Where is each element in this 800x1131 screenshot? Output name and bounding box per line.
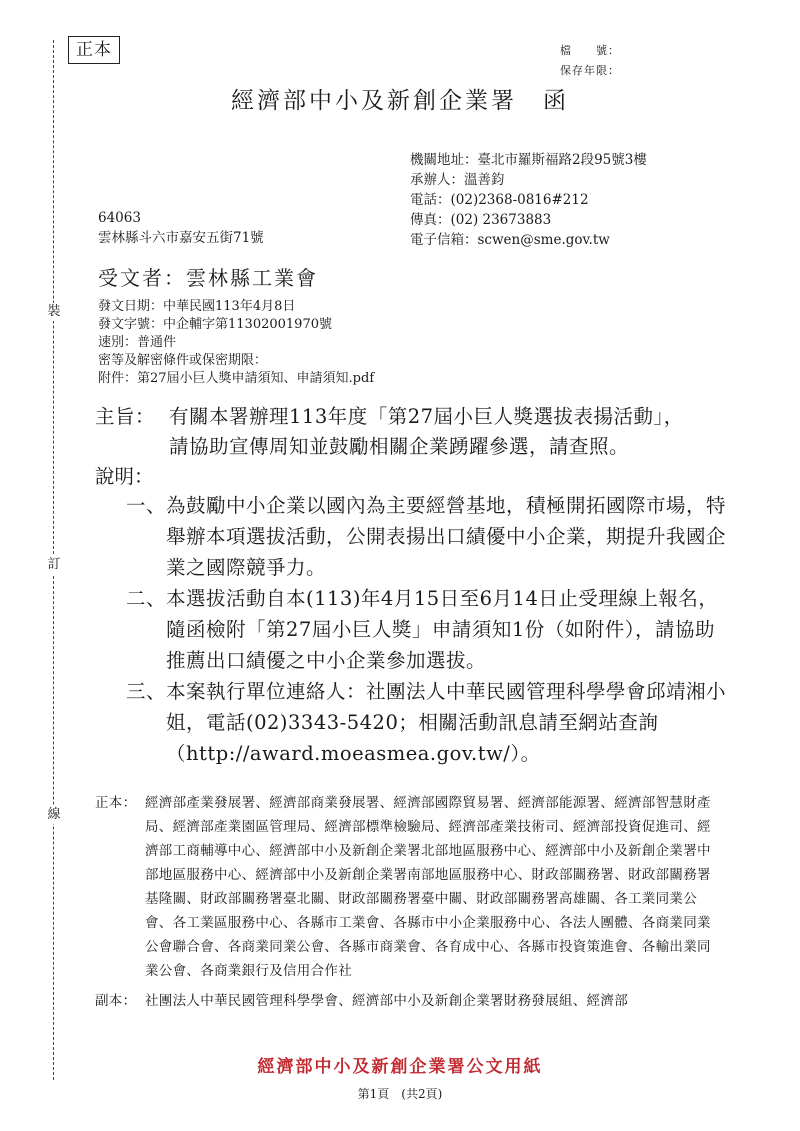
copy-list: 社團法人中華民國管理科學學會、經濟部中小及新創企業署財務發展組、經濟部 (145, 993, 628, 1009)
original-label: 正本： (95, 795, 137, 811)
contact-block (410, 150, 647, 250)
subject-line-1: 有關本署辦理113年度「第27屆小巨人獎選拔表揚活動」， (169, 405, 684, 428)
zip-code: 64063 (98, 210, 141, 226)
handler: 承辦人：溫善鈞 (410, 172, 505, 188)
email: 電子信箱：scwen@sme.gov.tw (410, 232, 610, 248)
item-text: 為鼓勵中小企業以國內為主要經營基地，積極開拓國際市場，特舉辦本項選拔活動，公開表揚出口績優中小企業，期提升我國企業之國際競爭力。 (166, 494, 727, 579)
subject-label: 主旨： (95, 405, 156, 428)
copy-label: 副本： (95, 993, 137, 1009)
page-number: 第1頁 (共2頁) (357, 1087, 443, 1101)
original-copy-stamp: 正本 (68, 36, 120, 64)
agency-address: 機關地址：臺北市羅斯福路2段95號3樓 (410, 152, 647, 168)
fax: 傳真：(02) 23673883 (410, 212, 552, 228)
item-number: 三、 (125, 680, 166, 703)
item-text: 本案執行單位連絡人：社團法人中華民國管理科學學會邱靖湘小姐，電話(02)3343-5420；相關活動訊息請至網站查詢（http://award.moeasmea.gov.tw/）。 (166, 680, 727, 765)
phone: 電話：(02)2368-0816#212 (410, 192, 589, 208)
secrecy-level: 密等及解密條件或保密期限： (98, 353, 268, 368)
attachment: 附件：第27屆小巨人獎申請須知、申請須知.pdf (98, 371, 375, 386)
binding-mark-top: 裝 (45, 303, 63, 321)
recipient-address (98, 208, 264, 248)
subject-line-2: 請協助宣傳周知並鼓勵相關企業踴躍參選，請查照。 (169, 435, 630, 458)
file-number: 檔 號： (560, 44, 620, 57)
document-meta (98, 298, 374, 388)
binding-mark-bottom: 線 (45, 806, 63, 824)
document-title: 經濟部中小及新創企業署 函 (231, 88, 569, 114)
explanation-label: 說明： (95, 465, 154, 488)
explanation-list (112, 490, 742, 769)
document-number: 發文字號：中企輔字第11302001970號 (98, 317, 332, 332)
subject-section (95, 402, 735, 462)
copy-recipients (95, 989, 720, 1013)
issue-date: 發文日期：中華民國113年4月8日 (98, 299, 296, 314)
list-item (112, 583, 742, 676)
original-list: 經濟部產業發展署、經濟部商業發展署、經濟部國際貿易署、經濟部能源署、經濟部智慧財產局、經濟部產業園區管理局、經濟部標準檢驗局、經濟部產業技術司、經濟部投資促進司、經濟部工商輔導中心、經濟部中小及新創企業署北部地區服務中心、經濟部中小及新創企業署中部地區服務中心、經濟部中小及新創企業署南部地區服務中心、財政部關務署、財政部關務署基隆關、財政部關務署臺北關、財政部關務署臺中關、財政部關務署高雄關、各工業同業公會、各工業區服務中心、各縣市工業會、各縣市中小企業服務中心、各法人團體、各商業同業公會聯合會、各商業同業公會、各縣市商業會、各育成中心、各縣市投資策進會、各輸出業同業公會、各商業銀行及信用合作社 (145, 795, 711, 979)
original-recipients (95, 791, 720, 983)
list-item (112, 676, 742, 769)
binding-mark-middle: 訂 (45, 556, 63, 574)
list-item (112, 490, 742, 583)
item-number: 一、 (125, 494, 166, 517)
item-number: 二、 (125, 587, 166, 610)
item-text: 本選拔活動自本(113)年4月15日至6月14日止受理線上報名，隨函檢附「第27屆小巨人獎」申請須知1份（如附件），請協助推薦出口績優之中小企業參加選拔。 (166, 587, 719, 672)
street-address: 雲林縣斗六市嘉安五街71號 (98, 230, 264, 246)
letterhead-footer: 經濟部中小及新創企業署公文用紙 (257, 1057, 543, 1077)
delivery-speed: 速別：普通件 (98, 335, 177, 350)
recipient: 受文者：雲林縣工業會 (98, 266, 318, 290)
retention-period: 保存年限： (560, 64, 620, 77)
